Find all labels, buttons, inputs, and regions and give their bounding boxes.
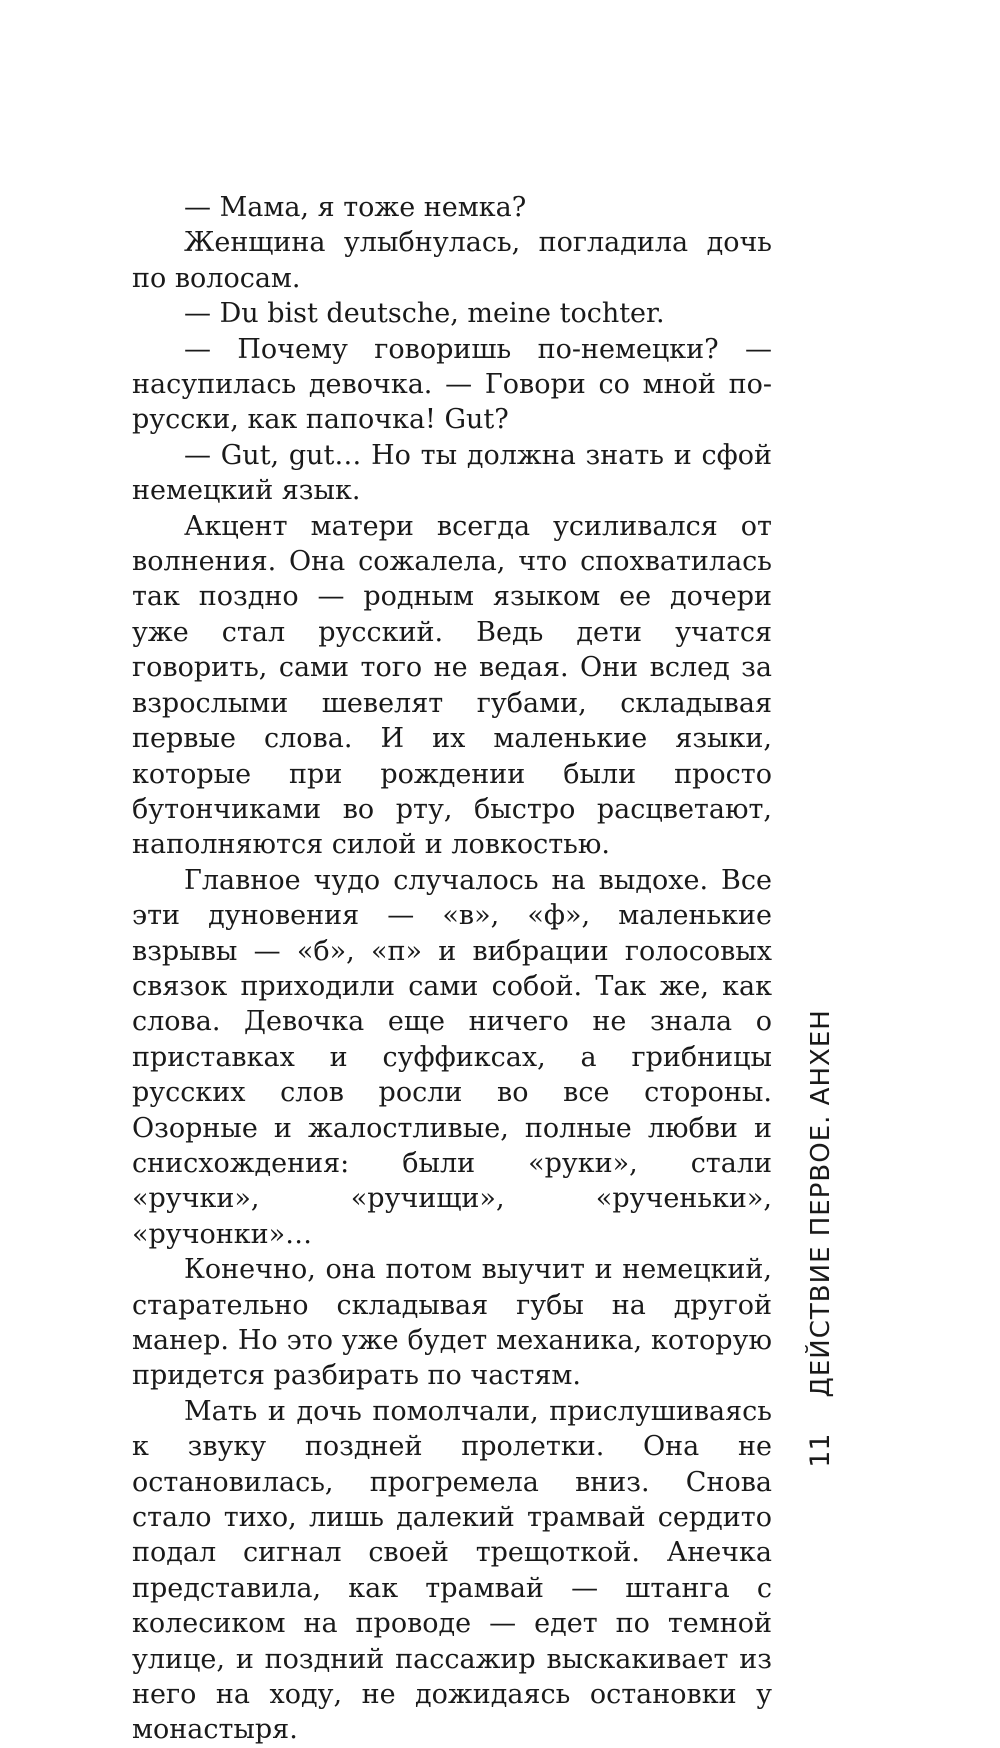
body-text bbox=[132, 190, 772, 1748]
paragraph-8: Конечно, она потом выучит и немецкий, старательно складывая губы на другой манер. Но это уже будет механика, которую придется разбирать по частям. bbox=[132, 1254, 772, 1392]
page-number: 11 bbox=[804, 1432, 836, 1468]
paragraph-3: — Du bist deutsche, meine tochter. bbox=[184, 298, 665, 330]
paragraph-5: — Gut, gut… Но ты должна знать и сфой немецкий язык. bbox=[132, 439, 772, 507]
running-title: ДЕЙСТВИЕ ПЕРВОЕ. АНХЕН bbox=[805, 1008, 836, 1397]
paragraph-2: Женщина улыбнулась, погладила дочь по волосам. bbox=[132, 227, 772, 294]
running-header-rotated bbox=[805, 1009, 836, 1468]
paragraph-4: — Почему говоришь по-немецки? — насупилась девочка. — Говори со мной по-русски, как папочка! Gut? bbox=[132, 333, 772, 436]
paragraph-9: Мать и дочь помолчали, прислушиваясь к звуку поздней пролетки. Она не остановилась, прогремела вниз. Снова стало тихо, лишь далекий трамвай сердито подал сигнал своей трещоткой. Анечка представила, как трамвай — штанга с колесиком на проводе — едет по темной улице, и поздний пассажир выскакивает из него на ходу, не дожидаясь остановки у монастыря. bbox=[132, 1395, 772, 1746]
paragraph-7: Главное чудо случалось на выдохе. Все эти дуновения — «в», «ф», маленькие взрывы — «б», «п» и вибрации голосовых связок приходили сами собой. Так же, как слова. Девочка еще ничего не знала о приставках и суффиксах, а грибницы русских слов росли во все стороны. Озорные и жалостливые, полные любви и снисхождения: были «руки», стали «ручки», «ручищи», «рученьки», «ручонки»… bbox=[132, 864, 772, 1250]
paragraph-1: — Мама, я тоже немка? bbox=[184, 192, 527, 223]
running-header bbox=[790, 1008, 850, 1468]
paragraph-6: Акцент матери всегда усиливался от волнения. Она сожалела, что спохватилась так поздно — родным языком ее дочери уже стал русский. Ведь дети учатся говорить, сами того не ведая. Они вслед за взрослыми шевелят губами, складывая первые слова. И их маленькие языки, которые при рождении были просто бутончиками во рту, быстро расцветают, наполняются силой и ловкостью. bbox=[132, 510, 772, 861]
